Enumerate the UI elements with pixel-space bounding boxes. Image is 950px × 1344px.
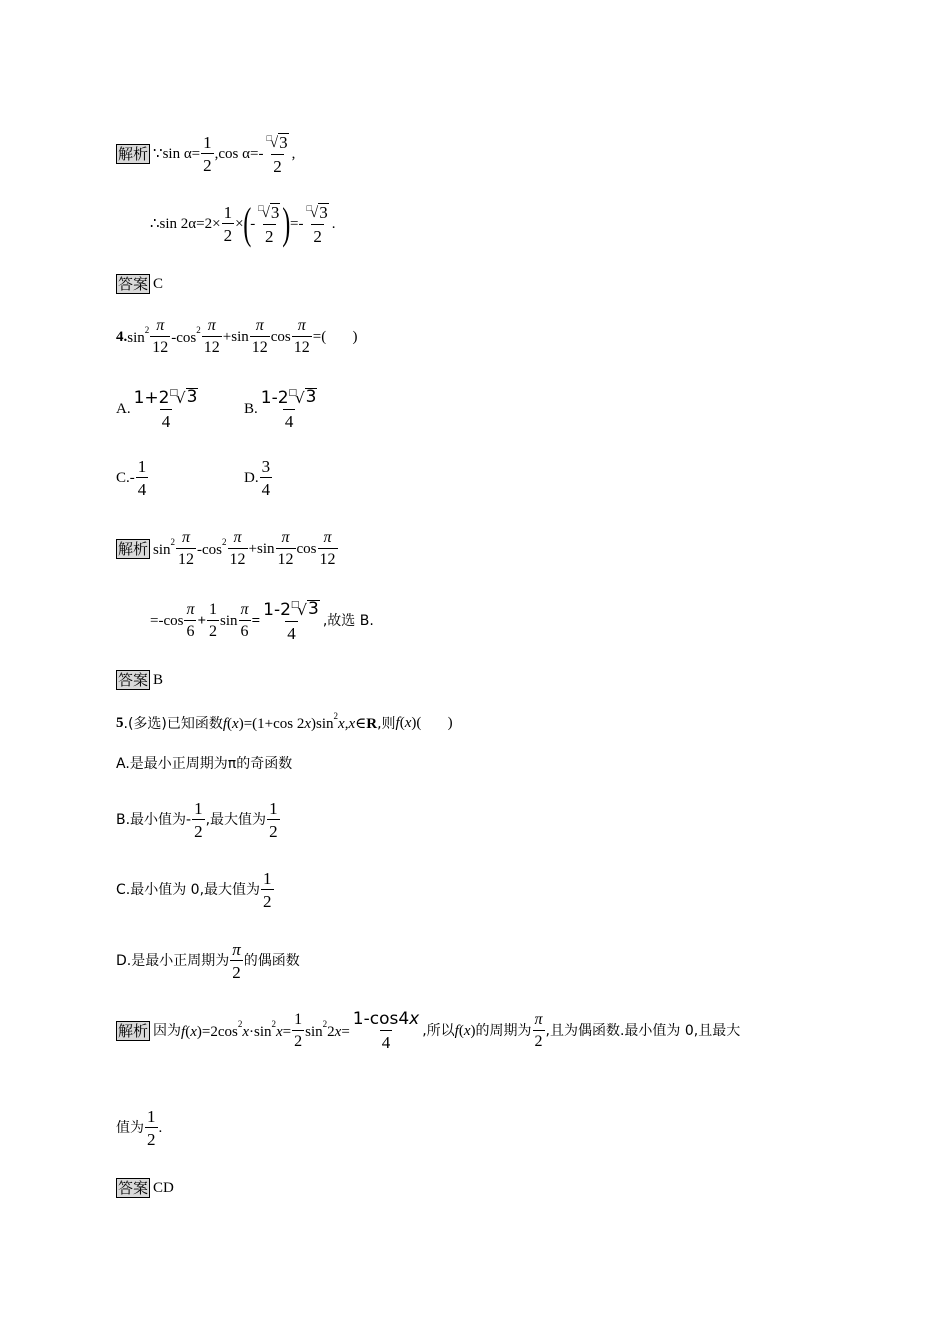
analysis-because: 因为: [153, 1023, 182, 1039]
fraction-root3-over-2: □ √ 3 2: [306, 203, 328, 246]
therefore-symbol: ∴: [150, 215, 160, 232]
option-d-fraction: $\frac{3}{4}$: [261, 457, 271, 499]
answer-value: B: [153, 671, 164, 688]
answer-tag: 答案: [118, 275, 149, 293]
fraction-one-half: $\frac{1}{2}$: [203, 133, 212, 175]
option-a-fraction: 1+2 □ √ 3 4: [133, 387, 198, 431]
question-number: 5: [116, 715, 124, 731]
stem-tail: ,则: [377, 715, 396, 732]
q5-option-a: [116, 757, 292, 771]
answer-value: C: [153, 275, 164, 292]
sin-alpha-text: sin α=: [162, 145, 201, 162]
q4-answer: [116, 670, 163, 690]
sin-2alpha-text: sin 2α=2×: [159, 215, 221, 232]
q4-analysis-line1: 解析 $\sin^2$ $\frac{\pi}{12}$ $-\cos^2$ $\frac{\pi}{12}$ +sin $\frac{\pi}{12}$ cos $\frac{\pi}{12}$: [118, 529, 336, 568]
q4-option-b: [244, 388, 320, 430]
analysis-tag: 解析: [118, 540, 149, 558]
q5-option-d: D.是最小正周期为 $\frac{\pi}{2}$ 的偶函数: [116, 940, 300, 982]
answer-value: CD: [153, 1179, 174, 1196]
q3-answer: [116, 274, 163, 294]
q5-stem: 5 .(多选)已知函数 f(x)=(1+cos $2x)\sin^2x,x\in R$ ,则 f(x)( ): [116, 711, 453, 732]
q5-analysis-line2: 值为 $\frac{1}{2}$ .: [116, 1107, 163, 1149]
analysis-tag: 解析: [118, 1022, 149, 1040]
q4-stem: 4 . $\sin^2$ $\frac{\pi}{12}$ $-\cos^2$ $\frac{\pi}{12}$ +sin $\frac{\pi}{12}$ cos $\frac{\pi}{12}$ =( ): [116, 317, 358, 356]
because-symbol: ∵: [153, 145, 163, 162]
cos4x-fraction: $\frac{1-\cos 4x}{4}$: [352, 1009, 420, 1052]
q5-option-c: C.最小值为 0,最大值为 $\frac{1}{2}$: [116, 869, 272, 911]
cos-alpha-text: ,cos α=-: [214, 145, 264, 162]
q4-option-a: [116, 388, 201, 430]
option-d-suffix: 的偶函数: [243, 953, 300, 969]
option-b-fraction: 1-2 □ √ 3 4: [260, 387, 317, 431]
option-c-label: C.-: [116, 469, 135, 486]
answer-tag: 答案: [118, 1179, 149, 1197]
q3-analysis-line1: 解析 ∵ sin α= $\frac{1}{2}$ ,cos α=- □ √ 3 2 ,: [118, 133, 296, 176]
analysis-mid: ,所以: [422, 1023, 455, 1039]
analysis-line2: 值为: [116, 1120, 144, 1136]
answer-tag: 答案: [118, 671, 149, 689]
option-b-mid: ,最大值为: [205, 812, 267, 828]
fraction-root3-over-2: □ √ 3 2: [258, 203, 280, 246]
q5-option-b: B.最小值为- $\frac{1}{2}$ ,最大值为 $\frac{1}{2}$: [116, 799, 278, 841]
analysis-period: 的周期为: [475, 1023, 532, 1039]
option-c-fraction: $\frac{1}{4}$: [137, 457, 147, 499]
q4-option-c: [116, 458, 149, 498]
analysis-tag: 解析: [118, 145, 149, 163]
multi-choice-text: .(多选)已知函数: [123, 715, 223, 732]
q4-analysis-line2: =-cos $\frac{\pi}{6}$ + $\frac{1}{2}$ sin $\frac{\pi}{6}$ = 1-2 □ √ 3 4 ,故选 B.: [150, 599, 374, 643]
analysis-tail: ,且为偶函数.最小值为 0,且最大: [545, 1023, 741, 1039]
q5-analysis-line1: 解析 因为 $f(x)=2\cos^2x\cdot\sin^2x=$ $\frac{1}{2}$ $\sin^22x=$ $\frac{1-\cos 4x}{4}$ ,所以 f(x) 的周期为 $\frac{\pi}{2}$ ,且为偶函数.最小值为 0,且最大: [118, 1009, 741, 1052]
option-a-text: A.是最小正周期为π的奇函数: [116, 756, 293, 772]
option-b-label: B.: [244, 400, 258, 417]
q4-option-d: [244, 458, 273, 498]
option-b-prefix: B.最小值为-: [116, 812, 192, 828]
result-fraction: 1-2 □ √ 3 4: [263, 599, 319, 643]
q5-answer: [116, 1178, 174, 1198]
question-number: 4: [116, 328, 124, 345]
option-d-prefix: D.是最小正周期为: [116, 953, 230, 969]
fraction-one-half: $\frac{1}{2}$: [223, 203, 233, 245]
option-c-prefix: C.最小值为 0,最大值为: [116, 882, 261, 898]
times-symbol: ×: [235, 215, 244, 232]
q3-analysis-line2: ∴ sin 2α=2× $\frac{1}{2}$ × ( - □ √ 3 2 ) =- □ √ 3 2 .: [150, 199, 336, 248]
option-d-label: D.: [244, 469, 259, 486]
fraction-root3-over-2: □ √ 3 2: [266, 133, 288, 176]
conclusion-text: ,故选 B.: [322, 613, 374, 629]
option-a-label: A.: [116, 400, 131, 417]
